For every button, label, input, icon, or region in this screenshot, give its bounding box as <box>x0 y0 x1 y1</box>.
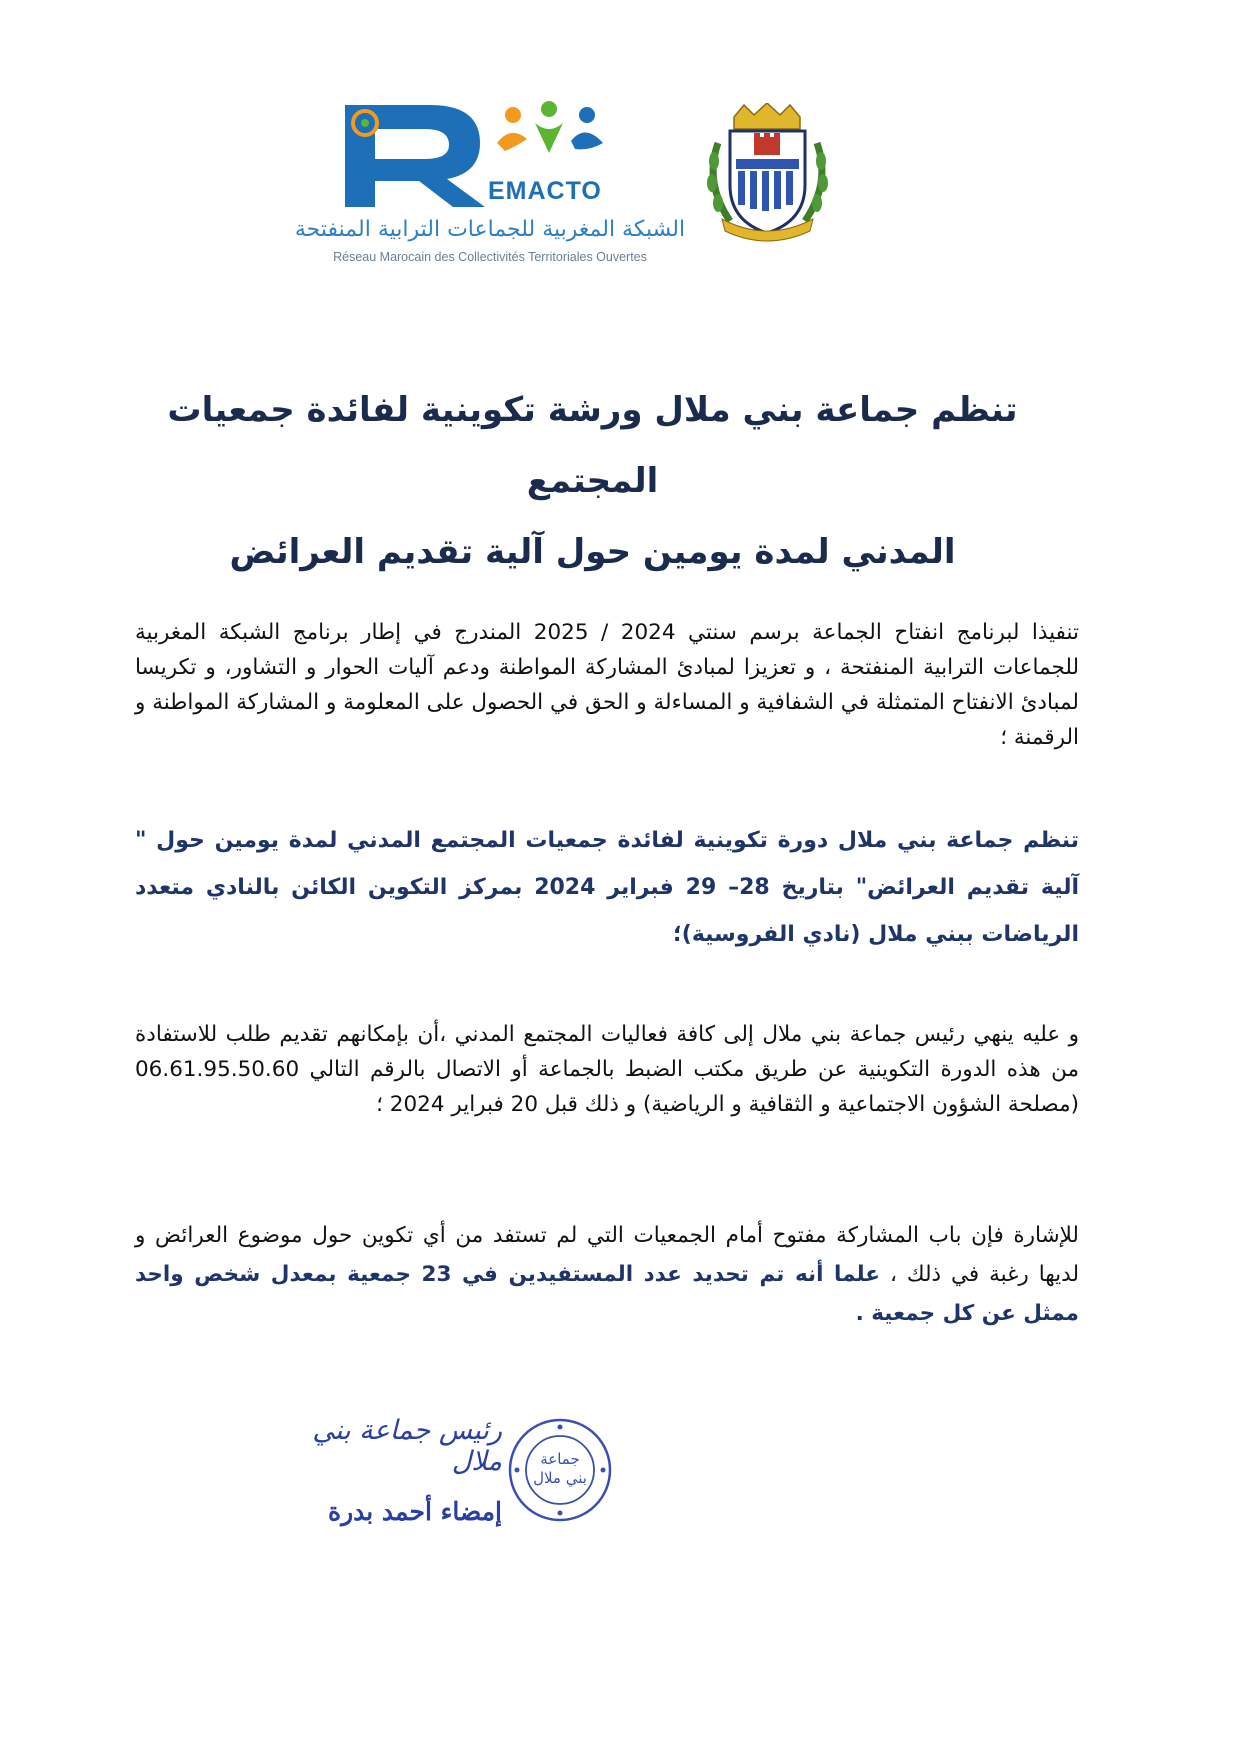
stamp-line-2: بني ملال <box>533 1469 587 1487</box>
remacto-logo <box>280 95 700 275</box>
paragraph-4 <box>135 1216 1079 1333</box>
title-line-2: المدني لمدة يومين حول آلية تقديم العرائض <box>229 532 956 572</box>
paragraph-2-announcement: تنظم جماعة بني ملال دورة تكوينية لفائدة جمعيات المجتمع المدني لمدة يومين حول " آلية تقديم العرائض" بتاريخ 28– 29 فبراير 2024 بمركز التكوين الكائن بالنادي متعدد الرياضات ببني ملال (نادي الفروسية)؛ <box>135 828 1079 947</box>
municipal-crest-icon <box>700 103 835 243</box>
stamp-text <box>505 1450 615 1488</box>
remacto-arabic-name: الشبكة المغربية للجماعات الترابية المنفتحة <box>294 217 686 242</box>
remacto-french-name: Réseau Marocain des Collectivités Territoriales Ouvertes <box>333 250 647 264</box>
signature-block <box>262 1415 502 1526</box>
signature-name: إمضاء أحمد بدرة <box>327 1497 502 1526</box>
paragraph-4-text: للإشارة فإن باب المشاركة مفتوح أمام الجمعيات التي لم تستفد من أي تكوين حول موضوع العرائض و لديها رغبة في ذلك ، <box>135 1223 1080 1287</box>
paragraph-3: و عليه ينهي رئيس جماعة بني ملال إلى كافة فعاليات المجتمع المدني ،أن بإمكانهم تقديم طلب للاستفادة من هذه الدورة التكوينية عن طريق مكتب الضبط بالجماعة أو الاتصال بالرقم التالي 06.61.95.50.60 (مصلحة الشؤون الاجتماعية و الثقافية و الرياضية) و ذلك قبل 20 فبراير 2024 ؛ <box>135 1022 1079 1117</box>
document-title <box>130 375 1055 588</box>
stamp-line-1: جماعة <box>540 1450 580 1468</box>
title-line-1: تنظم جماعة بني ملال ورشة تكوينية لفائدة جمعيات المجتمع <box>167 390 1018 501</box>
signature-title: رئيس جماعة بني ملال <box>312 1415 502 1477</box>
paragraph-1: تنفيذا لبرنامج انفتاح الجماعة برسم سنتي 2024 / 2025 المندرج في إطار برنامج الشبكة المغربية للجماعات الترابية المنفتحة ، و تعزيزا لمبادئ المشاركة المواطنة ودعم آليات الحوار و التشاور، و تكريسا لمبادئ الانفتاح المتمثلة في الشفافية و المساءلة و الحق في الحصول على المعلومة و المشاركة المواطنة و الرقمنة ؛ <box>135 620 1080 750</box>
remacto-name: EMACTO <box>488 177 602 205</box>
paragraph-4-highlight: علما أنه تم تحديد عدد المستفيدين في 23 جمعية بمعدل شخص واحد ممثل عن كل جمعية . <box>135 1262 1079 1326</box>
